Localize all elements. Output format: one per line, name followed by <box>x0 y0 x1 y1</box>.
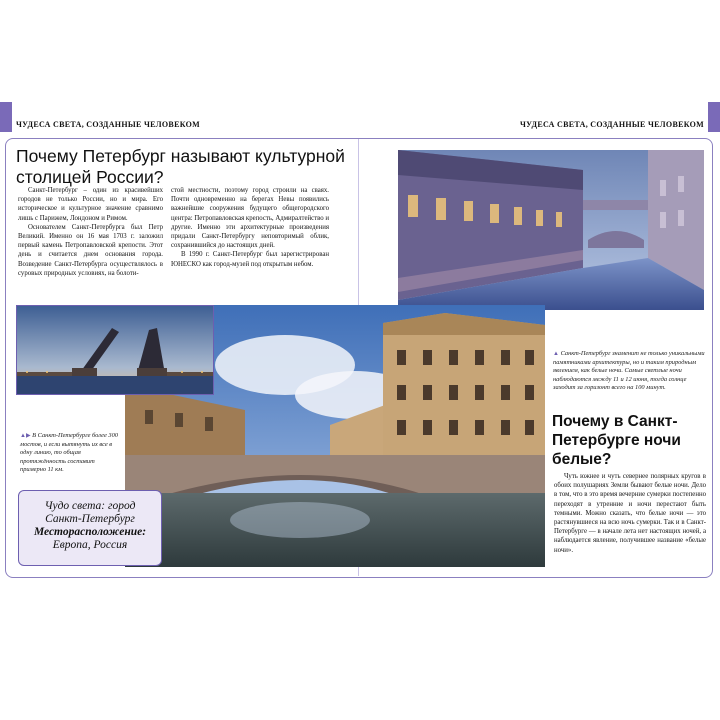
paragraph: В 1990 г. Санкт-Петербург был зарегистрирован ЮНЕСКО как город-музей под открытым небом. <box>171 251 329 268</box>
caption-text: В Санкт-Петербурге более 300 мостов, и если вытянуть их все в одну линию, то общая протяжённость составит примерно 11 км. <box>20 432 118 474</box>
article-title: Почему Петербург называют культурной столицей России? <box>16 146 345 187</box>
triangle-icon: ▲ <box>553 351 559 357</box>
paragraph: Основателем Санкт-Петербурга был Петр Великий. Именно он 16 мая 1703 г. заложил первый камень Петропавловской крепости. Этот день и считается днем основания города. Возведение Санкт-Петербурга осуществлялось в суровых природных условиях, на болоти- <box>18 223 163 277</box>
left-page-tab <box>0 102 12 132</box>
info-line <box>19 526 161 539</box>
paragraph: Санкт-Петербург – один из красивейших городов не только России, но и мира. Его историческое и культурное значение сравнимо лишь с Парижем, Лондоном и Римом. <box>18 187 163 222</box>
paragraph: стой местности, поэтому город строили на сваях. Почти одновременно на берегах Невы появились важнейшие сооружения будущего общегородского центра: Петропавловская крепость, Адмиралтейство и другие. Именно эти архитектурные произведения придали Санкт-Петербургу неповторимый облик, сохранившийся до настоящих дней. <box>171 187 329 250</box>
right-page-tab <box>708 102 720 132</box>
triangle-icon: ▲▶ <box>20 433 31 439</box>
info-line: Чудо света: город <box>44 500 136 512</box>
article-column-1 <box>18 186 163 304</box>
running-header-right: ЧУДЕСА СВЕТА, СОЗДАННЫЕ ЧЕЛОВЕКОМ <box>520 120 704 129</box>
canal-photo <box>398 150 704 310</box>
info-label: Месторасположение: <box>33 526 147 538</box>
drawbridge-photo <box>16 305 214 395</box>
running-header-left: ЧУДЕСА СВЕТА, СОЗДАННЫЕ ЧЕЛОВЕКОМ <box>16 120 200 129</box>
bridges-caption <box>20 432 118 475</box>
info-line: Санкт-Петербург <box>45 513 135 525</box>
white-nights-caption <box>553 350 705 393</box>
article2-title: Почему в Санкт-Петербурге ночи белые? <box>552 413 681 468</box>
article2-column <box>554 472 706 572</box>
info-line: Европа, Россия <box>52 539 128 551</box>
paragraph: Чуть южнее и чуть севернее полярных кругов в обоих полушариях Земли бывают белые ночи. Дело в том, что в это время вечерние сумерки постепенно переходят в утренние и ночи перестают быть темными. Можно сказать, что белые ночи — это растянувшиеся на всю ночь сумерки. Так и в Санкт-Петербурге — в начале лета нет настоящих ночей, а наблюдается явление, получившее название «белые ночи». <box>554 473 706 554</box>
article-column-2 <box>171 186 329 304</box>
caption-text: Санкт-Петербург знаменит не только уникальными памятниками архитектуры, но и таким природным явлением, как белые ночи. Самые светлые ночи наблюдаются между 11 и 12 июня, тогда солнце заходит за горизонт всего на 100 минут. <box>553 350 705 392</box>
page-top-blank <box>0 0 720 104</box>
info-box <box>18 490 162 566</box>
